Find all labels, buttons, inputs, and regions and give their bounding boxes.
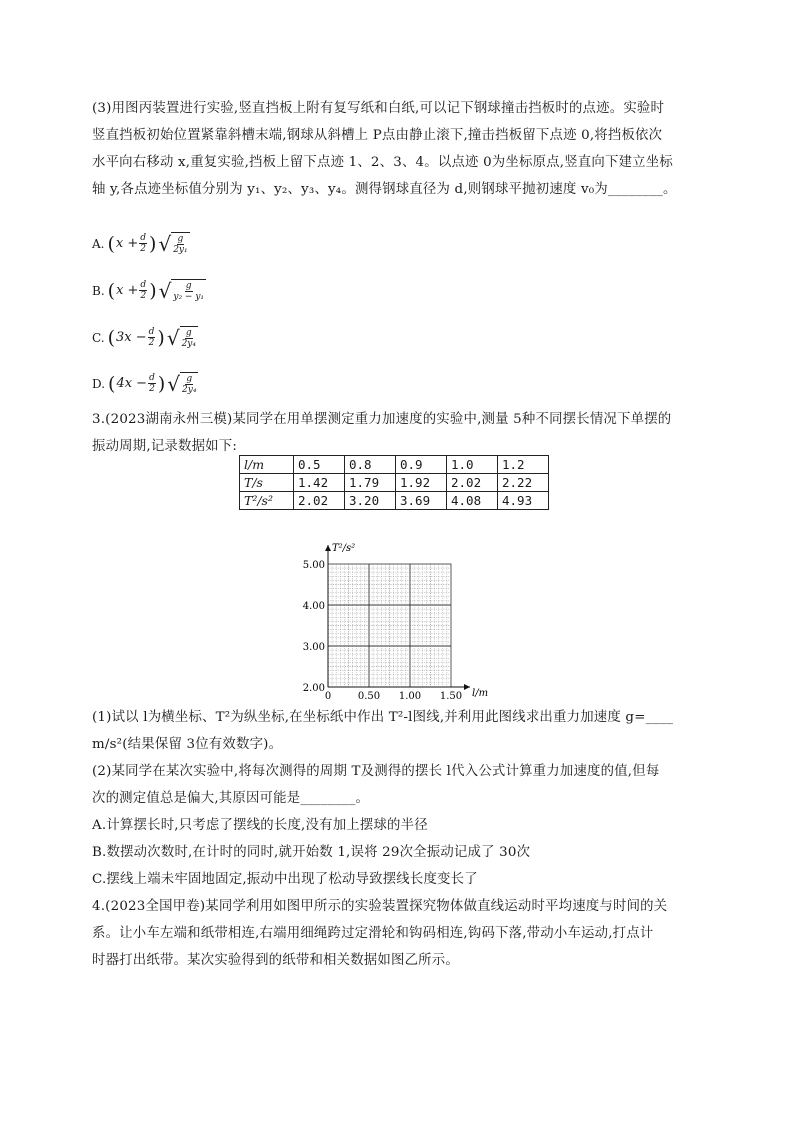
- sub2-line: 次的测定值总是偏大,其原因可能是________。: [92, 791, 370, 806]
- part3-line: 水平向右移动 x,重复实验,挡板上留下点迹 1、2、3、4。以点迹 0为坐标原点,竖直向下建立坐标: [92, 155, 673, 170]
- q4-line: 4.(2023全国甲卷)某同学利用如图甲所示的实验装置探究物体做直线运动时平均速度与时间的关: [92, 899, 668, 914]
- graph-paper-chart: [290, 537, 510, 703]
- x-tick-label: 0: [324, 691, 332, 702]
- option-formula: ( x + $\frac{d}{2}$ ) √ g 2y₁: [107, 231, 188, 256]
- table-cell: 0.9: [396, 456, 447, 474]
- table-cell: 0.5: [294, 456, 345, 474]
- option-formula: ( 4x − $\frac{d}{2}$ ) √ g 2y₄: [108, 371, 197, 396]
- x-axis-arrow: [464, 684, 470, 690]
- table-cell: 1.92: [396, 474, 447, 492]
- table-cell: 3.20: [345, 492, 396, 510]
- x-axis-label: l/m: [472, 688, 489, 699]
- sub1-line: (1)试以 l为横坐标、T²为纵坐标,在坐标纸中作出 T²-l图线,并利用此图线求出重力加速度 g=____: [92, 710, 674, 725]
- y-tick-label: 2.00: [302, 683, 325, 694]
- question-4: [92, 893, 704, 974]
- table-cell: 2.02: [447, 474, 498, 492]
- sub2-option-a: A.计算摆长时,只考虑了摆线的长度,没有加上摆球的半径: [92, 818, 428, 833]
- option-label: D.: [92, 376, 106, 391]
- q4-line: 时器打出纸带。某次实验得到的纸带和相关数据如图乙所示。: [92, 953, 459, 968]
- table-row: [240, 456, 549, 474]
- table-cell: 1.0: [447, 456, 498, 474]
- y-tick-label: 5.00: [302, 560, 325, 571]
- y-axis-arrow: [325, 545, 331, 551]
- y-axis-label: T²/s²: [332, 543, 356, 554]
- x-tick-label: 0.50: [357, 691, 381, 702]
- option-label: A.: [92, 236, 105, 251]
- table-cell: 0.8: [345, 456, 396, 474]
- table-cell: 2.22: [498, 474, 549, 492]
- sub2-line: (2)某同学在某次实验中,将每次测得的周期 T及测得的摆长 l代入公式计算重力加速度的值,但每: [92, 764, 660, 779]
- option-label: B.: [92, 283, 105, 298]
- option-d: [92, 372, 198, 395]
- subquestion-1: [92, 704, 704, 758]
- sub2-option-b: B.数摆动次数时,在计时的同时,就开始数 1,误将 29次全振动记成了 30次: [92, 845, 531, 860]
- part3-line: 轴 y,各点迹坐标值分别为 y₁、y₂、y₃、y₄。测得钢球直径为 d,则钢球平抛初速度 v₀为________。: [92, 182, 677, 197]
- option-formula: ( 3x − $\frac{d}{2}$ ) √ g 2y₄: [107, 325, 196, 350]
- table-cell: 1.2: [498, 456, 549, 474]
- y-tick-label: 4.00: [302, 601, 325, 612]
- option-a: [92, 232, 190, 255]
- option-formula: ( x + $\frac{d}{2}$ ) √ g y₂ − y₁: [107, 278, 205, 303]
- part3-line: (3)用图丙装置进行实验,竖直挡板上附有复写纸和白纸,可以记下钢球撞击挡板时的点迹。实验时: [92, 101, 665, 116]
- question-3: [92, 406, 704, 460]
- row-header: l/m: [240, 456, 294, 474]
- q3-line: 振动周期,记录数据如下:: [92, 439, 238, 454]
- sub2-option-c: C.摆线上端未牢固地固定,振动中出现了松动导致摆线长度变长了: [92, 872, 478, 887]
- row-header: T²/s²: [240, 492, 294, 510]
- sub1-line: m/s²(结果保留 3位有效数字)。: [92, 737, 283, 752]
- part3-line: 竖直挡板初始位置紧靠斜槽末端,钢球从斜槽上 P点由静止滚下,撞击挡板留下点迹 0,将挡板依次: [92, 128, 663, 143]
- table-cell: 4.08: [447, 492, 498, 510]
- q3-line: 3.(2023湖南永州三模)某同学在用单摆测定重力加速度的实验中,测量 5种不同摆长情况下单摆的: [92, 412, 672, 427]
- x-tick-label: 1.50: [439, 691, 463, 702]
- table-row: [240, 492, 549, 510]
- x-tick-label: 1.00: [398, 691, 422, 702]
- option-b: [92, 279, 206, 302]
- table-row: [240, 474, 549, 492]
- subquestion-2: [92, 758, 704, 893]
- option-label: C.: [92, 330, 105, 345]
- data-table: [239, 455, 549, 510]
- part3-question: [92, 95, 704, 203]
- table-cell: 3.69: [396, 492, 447, 510]
- table-cell: 1.79: [345, 474, 396, 492]
- chart-grid: [328, 564, 451, 687]
- table-cell: 1.42: [294, 474, 345, 492]
- y-tick-label: 3.00: [302, 642, 325, 653]
- q4-line: 系。让小车左端和纸带相连,右端用细绳跨过定滑轮和钩码相连,钩码下落,带动小车运动,打点计: [92, 926, 654, 941]
- option-c: [92, 326, 198, 349]
- table-cell: 2.02: [294, 492, 345, 510]
- row-header: T/s: [240, 474, 294, 492]
- grid-frame: [328, 564, 451, 687]
- table-cell: 4.93: [498, 492, 549, 510]
